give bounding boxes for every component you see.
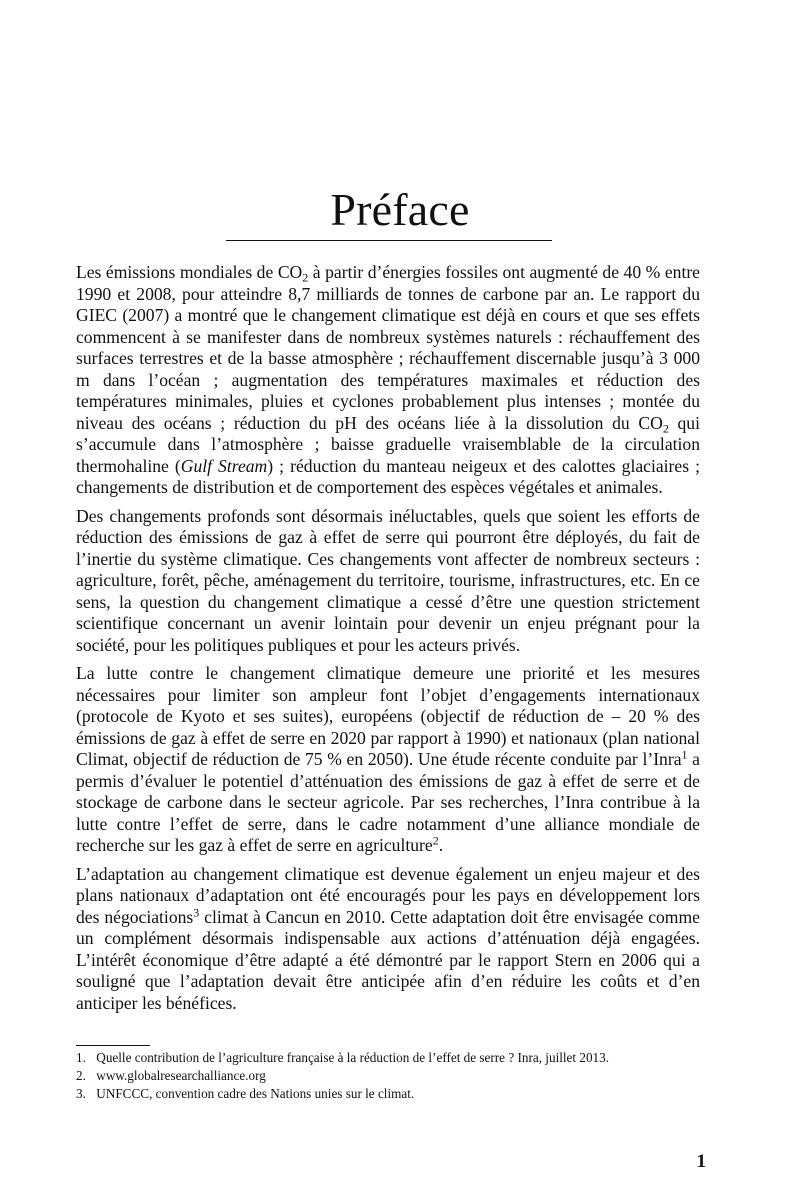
paragraph-1-part-c: qui s’accumule dans l’atmosphère ; baisse graduelle vraisemblable de la circulation thermohaline ( [76, 412, 700, 476]
paragraph-1-part-b: à partir d’énergies fossiles ont augmenté de 40 % entre 1990 et 2008, pour atteindre 8,7 milliards de tonnes de carbone par an. Le rapport du GIEC (2007) a montré que le changement climatique est déjà en cours et que ses effets commencent à se manifester dans de nombreux systèmes naturels : réchauffement des surfaces terrestres et de la basse atmosphère ; réchauffement discernable jusqu’à 3 000 m dans l’océan ; augmentation des températures maximales et réduction des températures minimales, pluies et cyclones probablement plus intenses ; montée du niveau des océans ; réduction du pH des océans liée à la dissolution du CO [76, 262, 700, 433]
page-title: Préface [330, 184, 470, 235]
footnote-text: UNFCCC, convention cadre des Nations unies sur le climat. [96, 1086, 415, 1101]
footnote-separator [76, 1045, 150, 1046]
paragraph-3 [76, 663, 700, 857]
paragraph-4-part-a: L’adaptation au changement climatique est devenue également un enjeu majeur et des plans nationaux d’adaptation ont été encouragés pour les pays en développement lors des négociations [76, 863, 700, 927]
co2-subscript: 2 [662, 421, 669, 436]
paragraph-4 [76, 864, 700, 1015]
paragraph-1-part-d: ) ; réduction du manteau neigeux et des calottes glaciaires ; changements de distribution et de comportement des espèces végétales et animales. [76, 455, 700, 497]
footnote-ref-1[interactable]: 1 [681, 747, 688, 762]
footnote-link[interactable]: www.globalresearchalliance.org [96, 1068, 266, 1083]
footnote-text: Quelle contribution de l’agriculture française à la réduction de l’effet de serre ? Inra, juillet 2013. [96, 1050, 610, 1065]
body-text [76, 262, 700, 1021]
paragraph-2: Des changements profonds sont désormais inéluctables, quels que soient les efforts de réduction des émissions de gaz à effet de serre qui pourront être déployés, du fait de l’inertie du système climatique. Ces changements vont affecter de nombreux secteurs : agriculture, forêt, pêche, aménagement du territoire, tourisme, infrastructures, etc. En ce sens, la question du changement climatique a cessé d’être une question strictement scientifique concernant un avenir lointain pour devenir un enjeu prégnant pour la société, pour les politiques publiques et pour les acteurs privés. [76, 505, 700, 655]
paragraph-3-part-a: La lutte contre le changement climatique demeure une priorité et les mesures nécessaires pour limiter son ampleur font l’objet d’engagements internationaux (protocole de Kyoto et ses suites), européens (objectif de réduction de – 20 % des émissions de gaz à effet de serre en 2020 par rapport à 1990) et nationaux (plan national Climat, objectif de réduction de 75 % en 2050). Une étude récente conduite par l’Inra [76, 663, 700, 769]
co2-subscript: 2 [302, 270, 309, 285]
footnote-number: 1. [76, 1050, 86, 1065]
footnote-1 [76, 1049, 700, 1067]
footnote-2 [76, 1067, 700, 1085]
paragraph-1 [76, 262, 700, 499]
paragraph-3-part-b: a permis d’évaluer le potentiel d’atténuation des émissions de gaz à effet de serre et de stockage de carbone dans le secteur agricole. Par ses recherches, l’Inra contribue à la lutte contre l’effet de serre, dans le cadre notamment d’une alliance mondiale de recherche sur les gaz à effet de serre en agriculture [76, 749, 700, 855]
title-underline [226, 240, 552, 241]
footnote-number: 3. [76, 1086, 86, 1101]
footnote-number: 2. [76, 1068, 86, 1083]
paragraph-1-part-a: Les émissions mondiales de CO [76, 262, 303, 282]
footnote-ref-3[interactable]: 3 [193, 904, 200, 919]
footnotes [76, 1049, 700, 1103]
gulf-stream-italic: Gulf Stream [180, 455, 268, 476]
footnote-3 [76, 1085, 700, 1103]
paragraph-4-part-b: climat à Cancun en 2010. Cette adaptation doit être envisagée comme un complément désormais indispensable aux actions d’atténuation déjà engagées. L’intérêt économique d’être adapté a été démontré par le rapport Stern en 2006 qui a souligné que l’adaptation devait être anticipée afin d’en réduire les coûts et d’en anticiper les bénéfices. [76, 906, 700, 1013]
footnote-ref-2[interactable]: 2 [432, 833, 439, 848]
paragraph-3-part-c: . [438, 835, 444, 855]
page-number: 1 [696, 1151, 706, 1172]
